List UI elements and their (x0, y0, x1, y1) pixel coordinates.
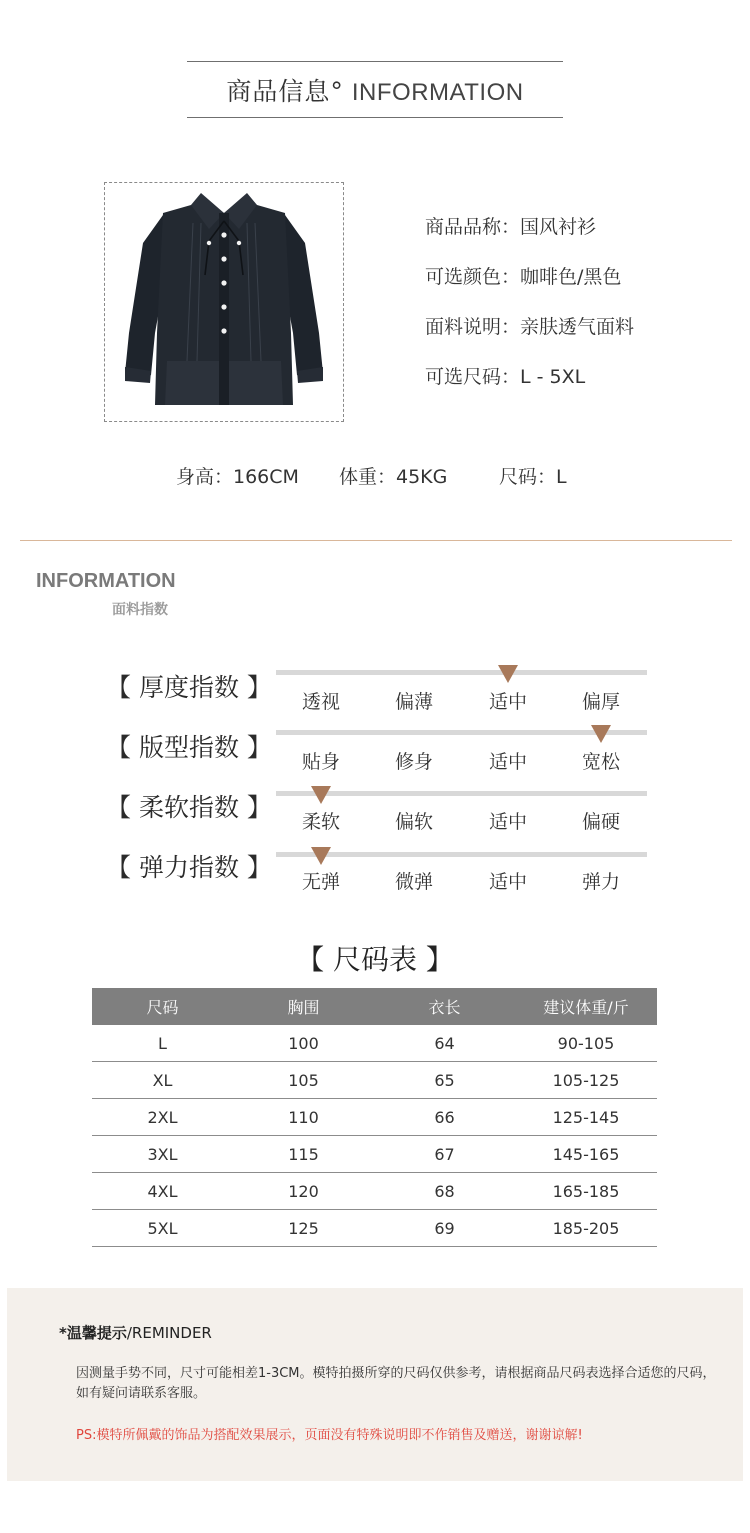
index-tick: 偏软 (394, 811, 434, 833)
table-cell: 64 (434, 1033, 455, 1053)
reminder-title (59, 1322, 212, 1343)
table-row (92, 1210, 657, 1247)
info-row-name: 商品品称：国风衬衫 (425, 216, 597, 238)
reminder-title-cn: *温馨提示 (59, 1324, 127, 1342)
table-cell: 110 (288, 1107, 319, 1127)
table-cell: 105-125 (552, 1070, 620, 1090)
table-cell: 67 (434, 1144, 455, 1164)
model-size: 尺码：L (499, 466, 567, 488)
fit-index-label: 【 版型指数 】 (106, 733, 272, 762)
thickness-index-bar (276, 670, 647, 675)
reminder-body: 因测量手势不同，尺寸可能相差1-3CM。模特拍摄所穿的尺码仅供参考，请根据商品尺码表选择合适您的尺码，如有疑问请联系客服。 (76, 1366, 716, 1401)
table-cell: 65 (434, 1070, 455, 1090)
index-tick: 适中 (488, 811, 528, 833)
reminder-ps: PS:模特所佩戴的饰品为搭配效果展示，页面没有特殊说明即不作销售及赠送，谢谢谅解! (76, 1428, 583, 1443)
header-top-rule (187, 61, 563, 62)
table-cell: 120 (288, 1181, 319, 1201)
table-cell: 66 (434, 1107, 455, 1127)
size-table (92, 988, 657, 1247)
page-title-en: INFORMATION (351, 79, 524, 106)
reminder-title-en: /REMINDER (126, 1324, 212, 1342)
table-cell: 2XL (147, 1107, 178, 1127)
index-tick: 偏硬 (581, 811, 621, 833)
model-height: 身高：166CM (176, 466, 299, 488)
index-tick: 贴身 (301, 751, 341, 773)
table-cell: 125 (288, 1218, 319, 1238)
index-tick: 宽松 (581, 751, 621, 773)
index-tick: 偏厚 (581, 691, 621, 713)
softness-index-bar (276, 791, 647, 796)
info-row-sizes: 可选尺码：L - 5XL (425, 366, 586, 388)
table-header-cell: 衣长 (428, 998, 461, 1017)
fabric-subheading: 面料指数 (112, 602, 168, 618)
table-header-cell: 建议体重/斤 (543, 998, 629, 1017)
table-cell: 115 (288, 1144, 319, 1164)
fit-index-marker (591, 725, 611, 743)
size-chart-title: 【 尺码表 】 (296, 943, 454, 976)
softness-index-label: 【 柔软指数 】 (106, 793, 272, 822)
table-header (92, 988, 657, 1025)
index-tick: 适中 (488, 691, 528, 713)
table-cell: 4XL (147, 1181, 178, 1201)
thickness-index-label: 【 厚度指数 】 (106, 673, 272, 702)
softness-index-marker (311, 786, 331, 804)
product-info-list (425, 212, 634, 412)
table-cell: 3XL (147, 1144, 178, 1164)
table-cell: 185-205 (552, 1218, 620, 1238)
index-tick: 适中 (488, 871, 528, 893)
table-cell: 125-145 (552, 1107, 620, 1127)
table-row (92, 1136, 657, 1173)
table-row (92, 1062, 657, 1099)
info-row-fabric: 面料说明：亲肤透气面料 (425, 316, 635, 338)
table-cell: 68 (434, 1181, 455, 1201)
table-cell: L (158, 1033, 167, 1053)
index-tick: 偏薄 (394, 691, 434, 713)
shirt-icon (105, 183, 343, 421)
product-image (104, 182, 344, 422)
table-cell: 165-185 (552, 1181, 620, 1201)
page-title (187, 72, 563, 110)
fabric-heading: INFORMATION (36, 570, 176, 592)
table-cell: XL (152, 1070, 173, 1090)
thickness-index-marker (498, 665, 518, 683)
index-tick: 弹力 (581, 871, 621, 893)
table-cell: 69 (434, 1218, 455, 1238)
table-cell: 90-105 (557, 1033, 615, 1053)
table-header-cell: 尺码 (146, 998, 179, 1017)
index-tick: 无弹 (301, 871, 341, 893)
table-row (92, 1099, 657, 1136)
table-row (92, 1025, 657, 1062)
table-cell: 105 (288, 1070, 319, 1090)
model-weight: 体重：45KG (339, 466, 448, 488)
header-bottom-rule (187, 117, 563, 118)
index-tick: 适中 (488, 751, 528, 773)
info-row-colors: 可选颜色：咖啡色/黑色 (425, 266, 622, 288)
table-cell: 100 (288, 1033, 319, 1053)
section-divider (20, 540, 732, 541)
elasticity-index-marker (311, 847, 331, 865)
elasticity-index-label: 【 弹力指数 】 (106, 853, 272, 882)
table-header-cell: 胸围 (287, 998, 320, 1017)
index-tick: 柔软 (301, 811, 341, 833)
index-tick: 微弹 (394, 871, 434, 893)
reminder-box (7, 1288, 743, 1481)
index-tick: 透视 (301, 691, 341, 713)
elasticity-index-bar (276, 852, 647, 857)
table-row (92, 1173, 657, 1210)
table-cell: 5XL (147, 1218, 178, 1238)
table-cell: 145-165 (552, 1144, 620, 1164)
page-title-cn: 商品信息° (226, 77, 344, 106)
index-tick: 修身 (394, 751, 434, 773)
